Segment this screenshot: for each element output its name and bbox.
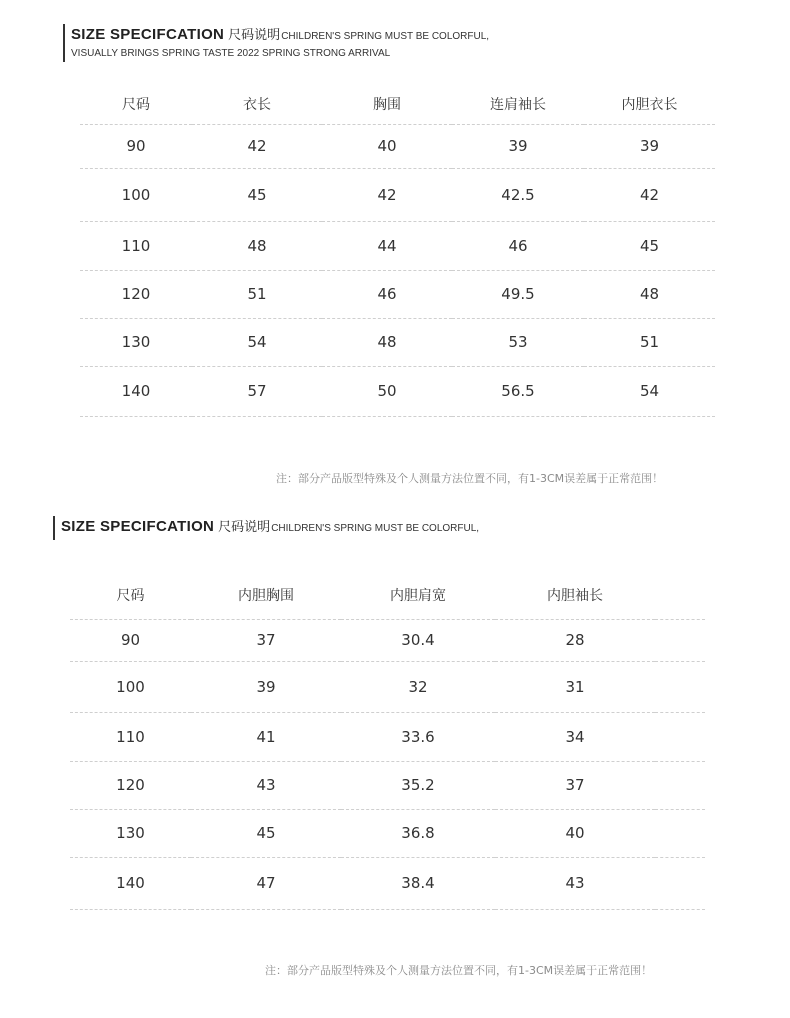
table-row bbox=[70, 619, 705, 661]
table-cell: 90 bbox=[120, 631, 141, 649]
table-cell: 130 bbox=[116, 824, 145, 842]
table-cell: 100 bbox=[121, 185, 151, 204]
table-row bbox=[80, 270, 715, 318]
table-cell: 34 bbox=[565, 727, 585, 746]
table-cell: 32 bbox=[408, 677, 428, 696]
table-cell: 48 bbox=[377, 333, 397, 351]
column-header-liner-chest: 内胆胸围 bbox=[238, 587, 294, 604]
table-cell: 56.5 bbox=[501, 382, 535, 400]
table-cell: 54 bbox=[639, 382, 660, 400]
section-title-en: SIZE SPECIFCATION bbox=[71, 26, 225, 43]
table-cell: 140 bbox=[121, 382, 151, 400]
column-header-chest: 胸围 bbox=[373, 96, 401, 113]
section-title-cn: 尺码说明 bbox=[228, 28, 281, 43]
table-cell: 28 bbox=[565, 631, 585, 649]
table-cell: 37 bbox=[256, 631, 276, 649]
size-table-outer bbox=[80, 84, 715, 417]
table-cell: 43 bbox=[565, 874, 585, 892]
table-row bbox=[70, 712, 705, 761]
column-header-length: 衣长 bbox=[243, 96, 271, 113]
table-cell: 42 bbox=[639, 185, 660, 204]
table-cell: 48 bbox=[247, 236, 267, 255]
size-spec-header-2 bbox=[53, 516, 479, 540]
table-header-row bbox=[80, 84, 715, 124]
column-header-size: 尺码 bbox=[122, 96, 150, 113]
table-cell: 31 bbox=[565, 677, 585, 696]
size-spec-header-1 bbox=[63, 24, 489, 62]
table-cell: 44 bbox=[377, 236, 397, 255]
table-row bbox=[70, 661, 705, 712]
section-tagline-line-2: VISUALLY BRINGS SPRING TASTE 2022 SPRING STRONG ARRIVAL bbox=[71, 48, 391, 59]
table-cell: 51 bbox=[639, 333, 660, 351]
column-header-liner-shoulder: 内胆肩宽 bbox=[390, 587, 446, 604]
table-cell: 42.5 bbox=[501, 185, 535, 204]
table-header-row bbox=[70, 571, 705, 619]
column-header-liner-sleeve: 内胆袖长 bbox=[547, 587, 603, 604]
section-title-en: SIZE SPECIFCATION bbox=[61, 518, 215, 535]
measurement-note: 注：部分产品版型特殊及个人测量方法位置不同，有1-3CM误差属于正常范围！ bbox=[276, 472, 664, 485]
table-row bbox=[80, 168, 715, 221]
section-tagline: CHILDREN'S SPRING MUST BE COLORFUL, bbox=[281, 31, 490, 42]
column-header-liner-length: 内胆衣长 bbox=[621, 96, 678, 113]
table-cell: 39 bbox=[639, 137, 660, 155]
table-cell: 45 bbox=[256, 824, 276, 842]
table-cell: 51 bbox=[247, 285, 267, 303]
column-header-size: 尺码 bbox=[116, 587, 145, 604]
table-cell: 33.6 bbox=[401, 727, 435, 746]
table-cell: 40 bbox=[565, 824, 585, 842]
table-cell: 38.4 bbox=[401, 874, 435, 892]
table-row bbox=[80, 124, 715, 168]
table-cell: 36.8 bbox=[401, 824, 435, 842]
table-cell: 43 bbox=[256, 776, 276, 794]
table-cell: 120 bbox=[121, 285, 151, 303]
table-row bbox=[80, 221, 715, 270]
table-cell: 110 bbox=[116, 727, 145, 746]
table-cell: 48 bbox=[639, 285, 660, 303]
table-cell: 49.5 bbox=[501, 285, 535, 303]
table-cell: 39 bbox=[508, 137, 528, 155]
table-cell: 46 bbox=[377, 285, 397, 303]
table-cell: 42 bbox=[377, 185, 397, 204]
section-title-cn: 尺码说明 bbox=[218, 520, 271, 535]
table-cell: 120 bbox=[116, 776, 145, 794]
table-row bbox=[80, 366, 715, 416]
table-cell: 47 bbox=[256, 874, 276, 892]
table-cell: 41 bbox=[256, 727, 276, 746]
table-row bbox=[70, 809, 705, 857]
table-cell: 40 bbox=[377, 137, 397, 155]
table-cell: 45 bbox=[639, 236, 660, 255]
table-cell: 90 bbox=[126, 137, 146, 155]
table-cell: 54 bbox=[247, 333, 267, 351]
table-cell: 30.4 bbox=[401, 631, 435, 649]
table-cell: 100 bbox=[116, 677, 145, 696]
table-cell: 130 bbox=[121, 333, 151, 351]
table-row bbox=[80, 318, 715, 366]
table-cell: 57 bbox=[247, 382, 267, 400]
measurement-note: 注：部分产品版型特殊及个人测量方法位置不同，有1-3CM误差属于正常范围！ bbox=[265, 964, 653, 977]
table-cell: 42 bbox=[247, 137, 267, 155]
table-cell: 140 bbox=[116, 874, 145, 892]
table-cell: 110 bbox=[121, 236, 151, 255]
column-header-sleeve: 连肩袖长 bbox=[490, 96, 546, 113]
section-tagline: CHILDREN'S SPRING MUST BE COLORFUL, bbox=[271, 523, 480, 534]
table-row bbox=[70, 761, 705, 809]
table-cell: 39 bbox=[256, 677, 276, 696]
table-cell: 50 bbox=[377, 382, 397, 400]
table-cell: 35.2 bbox=[401, 776, 435, 794]
table-cell: 45 bbox=[247, 185, 267, 204]
size-table-liner bbox=[70, 571, 705, 910]
table-row bbox=[70, 857, 705, 909]
table-cell: 37 bbox=[565, 776, 585, 794]
table-cell: 46 bbox=[508, 236, 528, 255]
table-cell: 53 bbox=[508, 333, 528, 351]
